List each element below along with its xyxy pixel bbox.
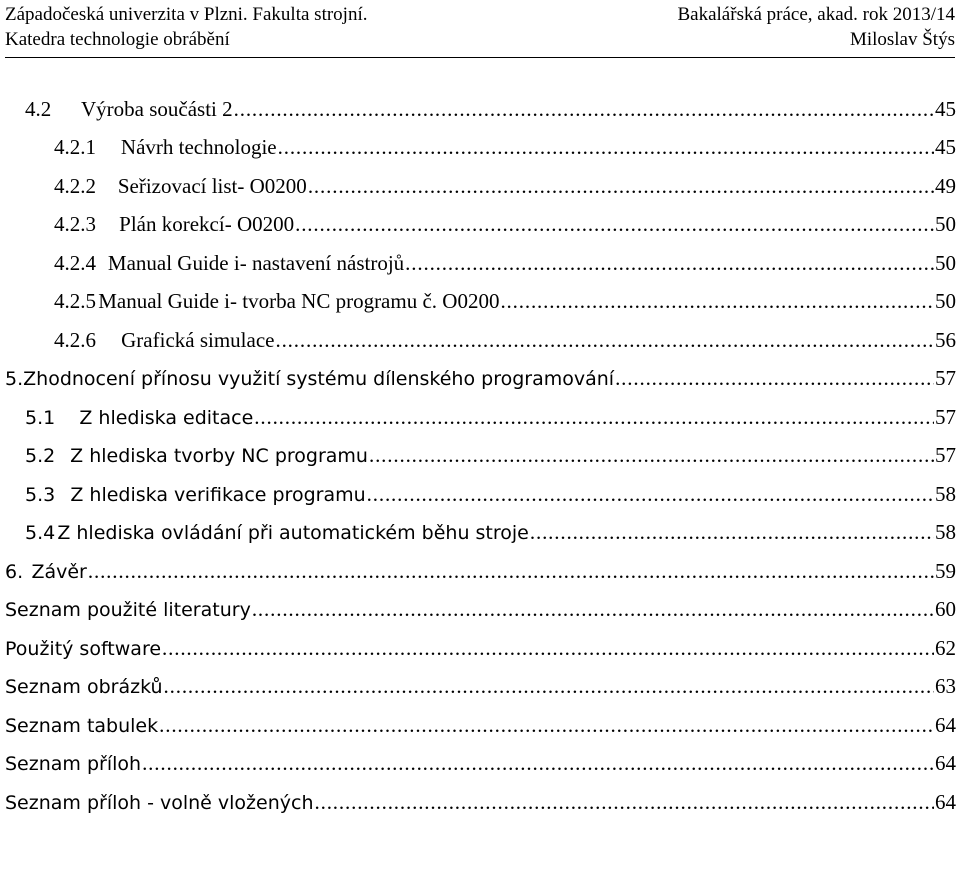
toc-number: 4.2.1 <box>54 135 96 160</box>
toc-title: Z hlediska editace <box>79 406 254 429</box>
toc-leader <box>295 212 934 237</box>
toc-leader <box>369 443 934 468</box>
toc-title: Seznam příloh - volně vložených <box>5 791 314 814</box>
toc-page: 50 <box>935 212 956 237</box>
toc-entry[interactable] <box>0 360 960 399</box>
header-thesis-info: Bakalářská práce, akad. rok 2013/14 <box>677 4 955 25</box>
toc-title: Seznam příloh <box>5 753 142 776</box>
header-row-2 <box>5 27 955 52</box>
toc-entry[interactable] <box>0 783 960 822</box>
toc-entry[interactable] <box>0 283 960 322</box>
toc-number: 4.2.3 <box>54 212 96 237</box>
toc-title: Seznam použité literatury <box>5 599 251 622</box>
toc-entry[interactable] <box>0 629 960 668</box>
toc-entry[interactable] <box>0 437 960 476</box>
toc-entry[interactable] <box>0 745 960 784</box>
toc-entry[interactable] <box>0 129 960 168</box>
toc-title: Seřizovací list- O0200 <box>117 173 307 198</box>
toc-leader <box>254 405 934 430</box>
toc-page: 45 <box>935 135 956 160</box>
toc-entry[interactable] <box>0 244 960 283</box>
toc-page: 60 <box>935 597 956 622</box>
toc-title: Použitý software <box>5 637 162 660</box>
toc-entry[interactable] <box>0 706 960 745</box>
toc-leader <box>252 597 934 622</box>
toc-leader <box>275 328 934 353</box>
toc-entry[interactable] <box>0 514 960 553</box>
toc-leader <box>88 559 934 584</box>
toc-entry[interactable] <box>0 398 960 437</box>
toc-number: 5.3 <box>25 483 56 506</box>
toc-title: Z hlediska tvorby NC programu <box>70 445 368 468</box>
toc-number: 6. <box>5 560 24 583</box>
header-department: Katedra technologie obrábění <box>5 29 230 50</box>
table-of-contents <box>0 90 960 822</box>
toc-title: Plán korekcí- O0200 <box>119 212 295 237</box>
toc-leader <box>500 289 934 314</box>
toc-leader <box>278 135 934 160</box>
toc-page: 58 <box>935 520 956 545</box>
header-university: Západočeská univerzita v Plzni. Fakulta strojní. <box>5 4 368 25</box>
toc-leader <box>164 674 934 699</box>
toc-page: 57 <box>935 404 956 429</box>
toc-title: Návrh technologie <box>120 135 277 160</box>
toc-leader <box>159 713 934 738</box>
toc-leader <box>308 174 934 199</box>
toc-page: 45 <box>935 96 956 121</box>
toc-number: 5. <box>5 368 24 391</box>
page-header <box>5 2 955 52</box>
toc-title: Manual Guide i- tvorba NC programu č. O0200 <box>98 289 500 314</box>
toc-title: Manual Guide i- nastavení nástrojů <box>107 250 405 275</box>
toc-leader <box>405 251 934 276</box>
toc-entry[interactable] <box>0 167 960 206</box>
toc-page: 64 <box>935 789 956 814</box>
header-divider <box>5 57 955 58</box>
toc-entry[interactable] <box>0 591 960 630</box>
toc-title: Seznam tabulek <box>5 714 159 737</box>
toc-entry[interactable] <box>0 668 960 707</box>
toc-leader <box>315 790 935 815</box>
toc-entry[interactable] <box>0 552 960 591</box>
toc-entry[interactable] <box>0 90 960 129</box>
header-author: Miloslav Štýs <box>849 29 955 50</box>
toc-number: 4.2.2 <box>54 173 96 198</box>
toc-leader <box>615 366 934 391</box>
toc-title: Grafická simulace <box>121 327 275 352</box>
toc-leader <box>367 482 934 507</box>
toc-title: Závěr <box>31 560 87 583</box>
toc-page: 50 <box>935 289 956 314</box>
toc-page: 59 <box>935 558 956 583</box>
toc-page: 57 <box>935 366 956 391</box>
toc-page: 62 <box>935 635 956 660</box>
toc-number: 5.1 <box>25 406 56 429</box>
toc-leader <box>530 520 934 545</box>
toc-number: 4.2.4 <box>54 250 96 275</box>
header-row-1 <box>5 2 955 27</box>
toc-page: 56 <box>935 327 956 352</box>
toc-page: 58 <box>935 481 956 506</box>
toc-leader <box>142 751 934 776</box>
toc-number: 4.2 <box>25 96 52 121</box>
toc-leader <box>234 97 934 122</box>
toc-number: 4.2.6 <box>54 327 96 352</box>
toc-entry[interactable] <box>0 206 960 245</box>
toc-page: 49 <box>935 173 956 198</box>
toc-number: 5.2 <box>25 445 56 468</box>
toc-page: 64 <box>935 751 956 776</box>
toc-page: 57 <box>935 443 956 468</box>
toc-number: 5.4 <box>25 522 56 545</box>
toc-title: Seznam obrázků <box>5 676 163 699</box>
toc-page: 63 <box>935 674 956 699</box>
toc-leader <box>162 636 934 661</box>
toc-title: Výroba součásti 2 <box>80 96 233 121</box>
toc-title: Z hlediska verifikace programu <box>70 483 366 506</box>
toc-page: 50 <box>935 250 956 275</box>
toc-title: Z hlediska ovládání při automatickém běhu stroje <box>57 522 529 545</box>
toc-entry[interactable] <box>0 321 960 360</box>
toc-entry[interactable] <box>0 475 960 514</box>
toc-title: Zhodnocení přínosu využití systému dílenského programování <box>23 368 615 391</box>
toc-number: 4.2.5 <box>54 289 96 314</box>
toc-page: 64 <box>935 712 956 737</box>
